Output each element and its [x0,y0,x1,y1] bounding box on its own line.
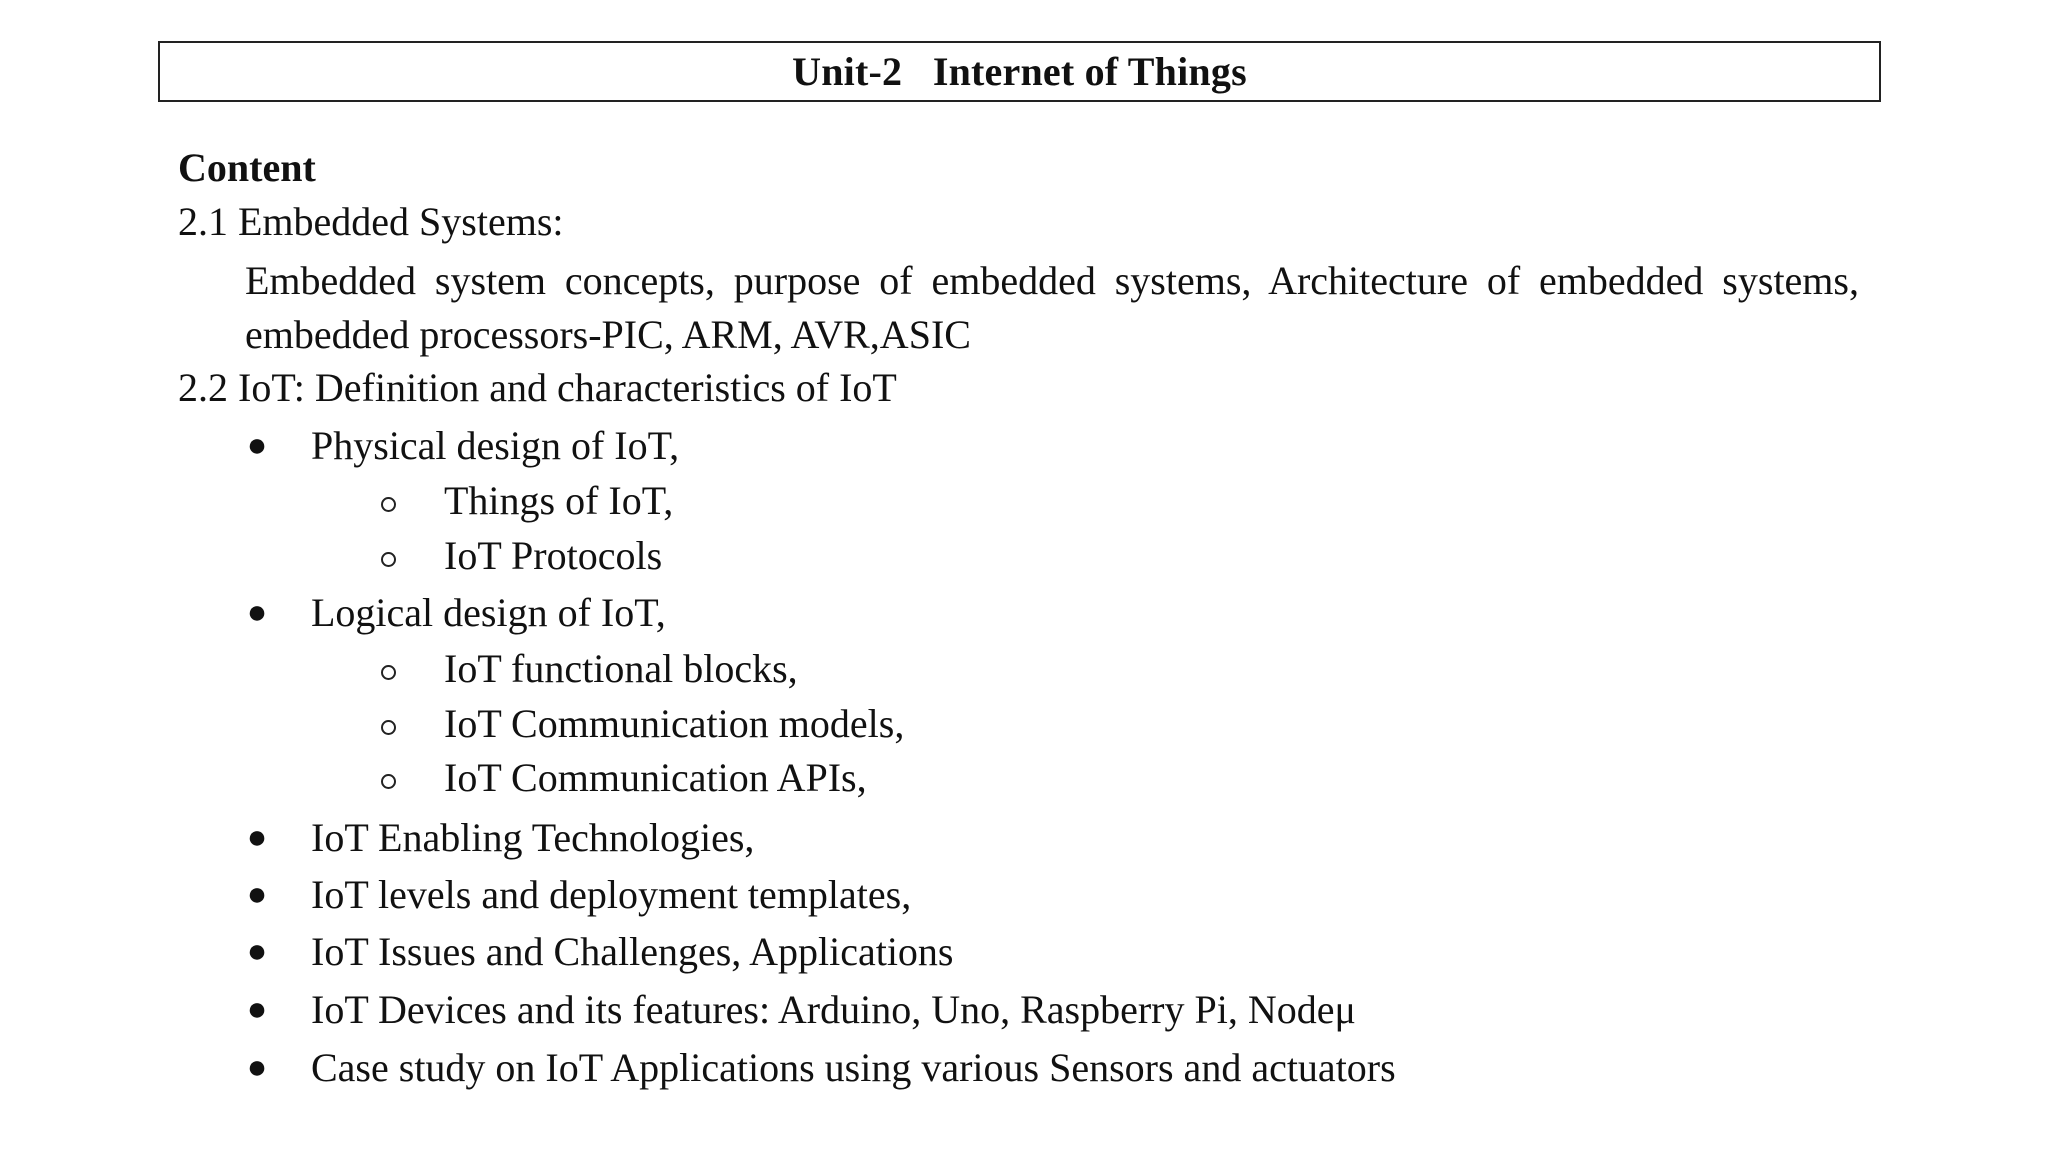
list-item-levels-templates: IoT levels and deployment templates, [311,872,912,917]
sub-bullet-circle [381,774,396,789]
unit-title-box [158,41,1881,102]
bullet-dot: ● [246,991,268,1028]
list-item-issues-challenges: IoT Issues and Challenges, Applications [311,929,954,974]
sub-bullet-circle [381,497,396,512]
bullet-dot: ● [246,427,268,464]
section-iot-title: 2.2 IoT: Definition and characteristics of IoT [178,365,897,410]
list-item-case-study: Case study on IoT Applications using various Sensors and actuators [311,1045,1396,1090]
sub-bullet-circle [381,665,396,680]
sub-item-iot-protocols: IoT Protocols [444,533,663,578]
section-embedded-systems-paragraph: Embedded system concepts, purpose of embedded systems, Architecture of embedded systems, embedded processors-PIC, ARM, AVR,ASIC [245,258,1859,357]
bullet-dot: ● [246,1049,268,1086]
section-embedded-systems-title: 2.1 Embedded Systems: [178,199,564,244]
list-item-physical-design: Physical design of IoT, [311,423,680,468]
bullet-dot: ● [246,594,268,631]
list-item-enabling-technologies: IoT Enabling Technologies, [311,815,755,860]
bullet-dot: ● [246,819,268,856]
sub-item-things-of-iot: Things of IoT, [444,478,674,523]
sub-item-communication-apis: IoT Communication APIs, [444,755,867,800]
sub-item-functional-blocks: IoT functional blocks, [444,646,798,691]
bullet-dot: ● [246,876,268,913]
sub-bullet-circle [381,720,396,735]
sub-item-communication-models: IoT Communication models, [444,701,905,746]
content-heading: Content [178,145,316,190]
list-item-iot-devices: IoT Devices and its features: Arduino, Uno, Raspberry Pi, Nodeμ [311,987,1356,1032]
sub-bullet-circle [381,552,396,567]
bullet-dot: ● [246,933,268,970]
unit-title: Unit-2 Internet of Things [792,49,1247,94]
list-item-logical-design: Logical design of IoT, [311,590,666,635]
